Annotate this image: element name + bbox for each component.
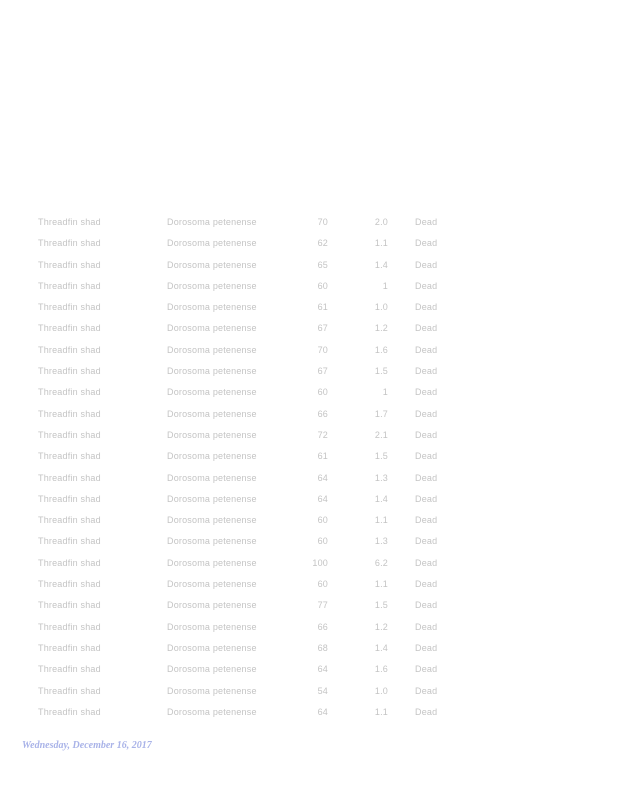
weight-cell: 1.4 bbox=[374, 493, 388, 504]
scientific-name-cell: Dorosoma petenense bbox=[167, 557, 257, 568]
length-cell: 70 bbox=[317, 217, 328, 227]
common-name-cell: Threadfin shad bbox=[38, 472, 101, 483]
footer-date: Wednesday, December 16, 2017 bbox=[22, 740, 152, 751]
length-cell: 60 bbox=[317, 536, 328, 547]
weight-cell: 1.4 bbox=[374, 259, 388, 270]
length-cell: 60 bbox=[317, 579, 328, 590]
table-row bbox=[0, 425, 618, 446]
scientific-name-cell: Dorosoma petenense bbox=[167, 600, 257, 611]
common-name-cell: Threadfin shad bbox=[38, 280, 101, 291]
common-name-cell: Threadfin shad bbox=[38, 642, 101, 653]
common-name-cell: Threadfin shad bbox=[38, 259, 101, 270]
weight-cell: 1 bbox=[382, 387, 388, 398]
common-name-cell: Threadfin shad bbox=[38, 366, 101, 377]
scientific-name-cell: Dorosoma petenense bbox=[167, 451, 257, 462]
common-name-cell: Threadfin shad bbox=[38, 536, 101, 547]
common-name-cell: Threadfin shad bbox=[38, 429, 101, 440]
table-row bbox=[0, 702, 618, 723]
scientific-name-cell: Dorosoma petenense bbox=[167, 302, 257, 313]
table-row bbox=[0, 276, 618, 297]
status-cell: Dead bbox=[415, 472, 438, 483]
common-name-cell: Threadfin shad bbox=[38, 302, 101, 313]
status-cell: Dead bbox=[415, 621, 438, 632]
weight-cell: 1.4 bbox=[374, 642, 388, 653]
length-cell: 61 bbox=[317, 302, 328, 313]
status-cell: Dead bbox=[415, 493, 438, 504]
scientific-name-cell: Dorosoma petenense bbox=[167, 664, 257, 675]
table-row bbox=[0, 510, 618, 531]
status-cell: Dead bbox=[415, 600, 438, 611]
common-name-cell: Threadfin shad bbox=[38, 557, 101, 568]
scientific-name-cell: Dorosoma petenense bbox=[167, 429, 257, 440]
table-row bbox=[0, 318, 618, 339]
table-row bbox=[0, 404, 618, 425]
common-name-cell: Threadfin shad bbox=[38, 493, 101, 504]
length-cell: 100 bbox=[312, 557, 328, 568]
status-cell: Dead bbox=[415, 579, 438, 590]
status-cell: Dead bbox=[415, 366, 438, 377]
table-row bbox=[0, 489, 618, 510]
table-row bbox=[0, 595, 618, 616]
length-cell: 64 bbox=[317, 472, 328, 483]
status-cell: Dead bbox=[415, 515, 438, 526]
scientific-name-cell: Dorosoma petenense bbox=[167, 323, 257, 334]
table-row bbox=[0, 297, 618, 318]
weight-cell: 1.0 bbox=[374, 302, 388, 313]
status-cell: Dead bbox=[415, 259, 438, 270]
weight-cell: 1.3 bbox=[374, 536, 388, 547]
common-name-cell: Threadfin shad bbox=[38, 387, 101, 398]
table-row bbox=[0, 681, 618, 702]
status-cell: Dead bbox=[415, 217, 438, 227]
fish-catch-table bbox=[0, 212, 618, 723]
weight-cell: 1.0 bbox=[374, 685, 388, 696]
scientific-name-cell: Dorosoma petenense bbox=[167, 344, 257, 355]
scientific-name-cell: Dorosoma petenense bbox=[167, 217, 257, 227]
common-name-cell: Threadfin shad bbox=[38, 685, 101, 696]
weight-cell: 6.2 bbox=[374, 557, 388, 568]
weight-cell: 1.1 bbox=[374, 706, 388, 717]
length-cell: 65 bbox=[317, 259, 328, 270]
weight-cell: 1.5 bbox=[374, 451, 388, 462]
table-row bbox=[0, 659, 618, 680]
length-cell: 72 bbox=[317, 429, 328, 440]
table-row bbox=[0, 531, 618, 552]
table-row bbox=[0, 212, 618, 233]
scientific-name-cell: Dorosoma petenense bbox=[167, 515, 257, 526]
table-row bbox=[0, 255, 618, 276]
status-cell: Dead bbox=[415, 387, 438, 398]
scientific-name-cell: Dorosoma petenense bbox=[167, 579, 257, 590]
length-cell: 66 bbox=[317, 621, 328, 632]
weight-cell: 1.2 bbox=[374, 323, 388, 334]
common-name-cell: Threadfin shad bbox=[38, 451, 101, 462]
weight-cell: 1.6 bbox=[374, 664, 388, 675]
status-cell: Dead bbox=[415, 323, 438, 334]
table-row bbox=[0, 468, 618, 489]
table-row bbox=[0, 638, 618, 659]
scientific-name-cell: Dorosoma petenense bbox=[167, 493, 257, 504]
length-cell: 66 bbox=[317, 408, 328, 419]
scientific-name-cell: Dorosoma petenense bbox=[167, 238, 257, 249]
common-name-cell: Threadfin shad bbox=[38, 408, 101, 419]
status-cell: Dead bbox=[415, 642, 438, 653]
status-cell: Dead bbox=[415, 344, 438, 355]
common-name-cell: Threadfin shad bbox=[38, 344, 101, 355]
status-cell: Dead bbox=[415, 706, 438, 717]
common-name-cell: Threadfin shad bbox=[38, 515, 101, 526]
status-cell: Dead bbox=[415, 238, 438, 249]
length-cell: 64 bbox=[317, 664, 328, 675]
status-cell: Dead bbox=[415, 302, 438, 313]
scientific-name-cell: Dorosoma petenense bbox=[167, 280, 257, 291]
length-cell: 64 bbox=[317, 706, 328, 717]
table-row bbox=[0, 617, 618, 638]
status-cell: Dead bbox=[415, 280, 438, 291]
status-cell: Dead bbox=[415, 557, 438, 568]
weight-cell: 1.1 bbox=[374, 515, 388, 526]
common-name-cell: Threadfin shad bbox=[38, 238, 101, 249]
length-cell: 70 bbox=[317, 344, 328, 355]
table-row bbox=[0, 553, 618, 574]
scientific-name-cell: Dorosoma petenense bbox=[167, 685, 257, 696]
table-row bbox=[0, 361, 618, 382]
common-name-cell: Threadfin shad bbox=[38, 217, 101, 227]
weight-cell: 1.1 bbox=[374, 579, 388, 590]
weight-cell: 1.2 bbox=[374, 621, 388, 632]
weight-cell: 1.7 bbox=[374, 408, 388, 419]
length-cell: 54 bbox=[317, 685, 328, 696]
length-cell: 67 bbox=[317, 366, 328, 377]
common-name-cell: Threadfin shad bbox=[38, 706, 101, 717]
scientific-name-cell: Dorosoma petenense bbox=[167, 408, 257, 419]
scientific-name-cell: Dorosoma petenense bbox=[167, 259, 257, 270]
scientific-name-cell: Dorosoma petenense bbox=[167, 706, 257, 717]
scientific-name-cell: Dorosoma petenense bbox=[167, 621, 257, 632]
length-cell: 60 bbox=[317, 280, 328, 291]
length-cell: 64 bbox=[317, 493, 328, 504]
scientific-name-cell: Dorosoma petenense bbox=[167, 536, 257, 547]
weight-cell: 1 bbox=[382, 280, 388, 291]
status-cell: Dead bbox=[415, 408, 438, 419]
weight-cell: 1.6 bbox=[374, 344, 388, 355]
scientific-name-cell: Dorosoma petenense bbox=[167, 472, 257, 483]
common-name-cell: Threadfin shad bbox=[38, 323, 101, 334]
scientific-name-cell: Dorosoma petenense bbox=[167, 366, 257, 377]
table-row bbox=[0, 446, 618, 467]
table-row bbox=[0, 340, 618, 361]
length-cell: 67 bbox=[317, 323, 328, 334]
weight-cell: 2.0 bbox=[374, 217, 388, 227]
table-row bbox=[0, 233, 618, 254]
length-cell: 68 bbox=[317, 642, 328, 653]
length-cell: 77 bbox=[317, 600, 328, 611]
scientific-name-cell: Dorosoma petenense bbox=[167, 387, 257, 398]
table-row bbox=[0, 574, 618, 595]
weight-cell: 1.5 bbox=[374, 366, 388, 377]
weight-cell: 2.1 bbox=[374, 429, 388, 440]
common-name-cell: Threadfin shad bbox=[38, 621, 101, 632]
weight-cell: 1.1 bbox=[374, 238, 388, 249]
status-cell: Dead bbox=[415, 685, 438, 696]
status-cell: Dead bbox=[415, 451, 438, 462]
weight-cell: 1.5 bbox=[374, 600, 388, 611]
status-cell: Dead bbox=[415, 536, 438, 547]
status-cell: Dead bbox=[415, 429, 438, 440]
length-cell: 61 bbox=[317, 451, 328, 462]
length-cell: 60 bbox=[317, 387, 328, 398]
length-cell: 62 bbox=[317, 238, 328, 249]
scientific-name-cell: Dorosoma petenense bbox=[167, 642, 257, 653]
table-row bbox=[0, 382, 618, 403]
common-name-cell: Threadfin shad bbox=[38, 664, 101, 675]
common-name-cell: Threadfin shad bbox=[38, 600, 101, 611]
weight-cell: 1.3 bbox=[374, 472, 388, 483]
common-name-cell: Threadfin shad bbox=[38, 579, 101, 590]
length-cell: 60 bbox=[317, 515, 328, 526]
status-cell: Dead bbox=[415, 664, 438, 675]
